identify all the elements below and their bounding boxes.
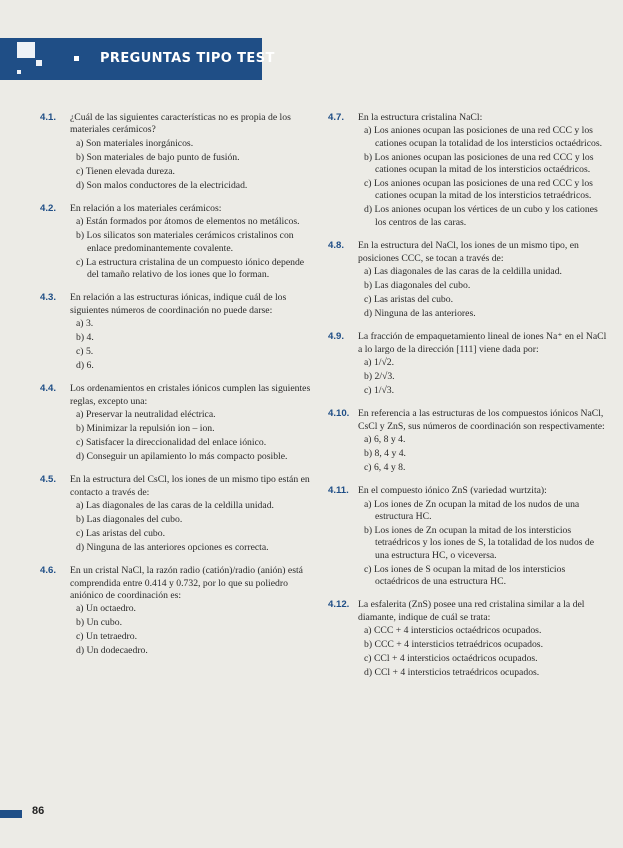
answer-option: b) 2/√3.: [364, 370, 395, 382]
question-text: En el compuesto iónico ZnS (variedad wurtzita):: [358, 485, 547, 497]
answer-option: b) Minimizar la repulsión ion – ion.: [76, 423, 215, 435]
answer-option: a) 1/√2.: [364, 356, 395, 368]
answer-option: c) Los iones de S ocupan la mitad de los intersticios octaédricos de una estructura HC.: [364, 563, 566, 587]
question: [328, 599, 610, 679]
question: [40, 292, 318, 372]
question-number: 4.9.: [328, 331, 345, 343]
answer-option: a) Las diagonales de las caras de la celdilla unidad.: [76, 500, 274, 512]
answer-option: d) Conseguir un apilamiento lo más compacto posible.: [76, 450, 288, 462]
answer-option: d) Un dodecaedro.: [76, 645, 148, 657]
answer-option: c) Los aniones ocupan las posiciones de una red CCC y los cationes ocupan la mitad de los intersticios tetraédricos.: [364, 178, 593, 202]
answer-option: c) Las aristas del cubo.: [364, 293, 454, 305]
answer-option: a) CCC + 4 intersticios octaédricos ocupados.: [364, 625, 542, 637]
decorative-square-icon: [36, 60, 42, 66]
question: [328, 331, 610, 397]
question-number: 4.6.: [40, 565, 57, 577]
question: [328, 112, 610, 229]
answer-option: a) Los aniones ocupan las posiciones de una red CCC y los cationes ocupan la totalidad de los intersticios octaédricos.: [364, 125, 603, 149]
question-number: 4.5.: [40, 474, 57, 486]
question-text: En referencia a las estructuras de los compuestos iónicos NaCl, CsCl y ZnS, sus números de coordinación son respectivamente:: [358, 408, 605, 432]
question-number: 4.3.: [40, 292, 57, 304]
question-text: En la estructura del CsCl, los iones de un mismo tipo están en contacto a través de:: [70, 474, 310, 498]
answer-option: a) Están formados por átomos de elementos no metálicos.: [76, 216, 300, 228]
question-number: 4.7.: [328, 112, 345, 123]
question-number: 4.8.: [328, 240, 345, 252]
decorative-square-icon: [17, 70, 21, 74]
answer-option: d) 6.: [76, 359, 94, 371]
answer-option: d) Los aniones ocupan los vértices de un cubo y los cationes los centros de las caras.: [364, 204, 598, 228]
question-text: En un cristal NaCl, la razón radio (catión)/radio (anión) está comprendida entre 0.414 y 0.732, por lo que su poliedro aniónico de coordinación es:: [70, 565, 303, 601]
question: [40, 565, 318, 657]
question-text: En relación a los materiales cerámicos:: [70, 202, 222, 214]
left-column: [40, 112, 318, 669]
question-text: En la estructura cristalina NaCl:: [358, 112, 483, 123]
section-title: PREGUNTAS TIPO TEST: [100, 51, 275, 66]
answer-option: b) Un cubo.: [76, 617, 123, 629]
question-text: Los ordenamientos en cristales iónicos cumplen las siguientes reglas, excepto una:: [70, 383, 311, 407]
question-text: En la estructura del NaCl, los iones de un mismo tipo, en posiciones CCC, se tocan a través de:: [358, 240, 579, 264]
answer-option: c) La estructura cristalina de un compuesto iónico depende del tamaño relativo de los iones que lo forman.: [76, 256, 305, 280]
answer-option: a) 3.: [76, 318, 94, 330]
question-text: En relación a las estructuras iónicas, indique cuál de los siguientes números de coordinación no puede darse:: [70, 292, 287, 316]
decorative-square-icon: [17, 42, 35, 58]
question-number: 4.12.: [328, 599, 350, 611]
question: [328, 240, 610, 320]
answer-option: c) 1/√3.: [364, 384, 395, 396]
question: [328, 408, 610, 474]
answer-option: a) 6, 8 y 4.: [364, 433, 406, 445]
answer-option: c) 5.: [76, 346, 94, 357]
answer-option: c) 6, 4 y 8.: [364, 461, 406, 473]
answer-option: b) 8, 4 y 4.: [364, 447, 406, 459]
question-text: ¿Cuál de las siguientes características no es propia de los materiales cerámicos?: [70, 112, 291, 136]
answer-option: a) Los iones de Zn ocupan la mitad de los nudos de una estructura HC.: [364, 498, 580, 522]
page-number-bar: [0, 810, 22, 818]
right-column: [328, 112, 610, 690]
answer-option: b) Los silicatos son materiales cerámicos cristalinos con enlace predominantemente covalente.: [76, 230, 294, 254]
question: [40, 203, 318, 281]
answer-option: b) CCC + 4 intersticios tetraédricos ocupados.: [364, 639, 543, 651]
answer-option: c) Satisfacer la direccionalidad del enlace iónico.: [76, 436, 267, 448]
answer-option: b) 4.: [76, 332, 94, 344]
question-number: 4.4.: [40, 383, 57, 395]
answer-option: b) Las diagonales del cubo.: [76, 513, 183, 525]
page-number: 86: [32, 805, 45, 817]
answer-option: b) Las diagonales del cubo.: [364, 279, 471, 291]
question-text: La esfalerita (ZnS) posee una red cristalina similar a la del diamante, indique de cuál se trata:: [358, 599, 585, 623]
answer-option: c) CCl + 4 intersticios octaédricos ocupados.: [364, 653, 538, 665]
answer-option: d) Ninguna de las anteriores opciones es correcta.: [76, 541, 269, 553]
question-number: 4.2.: [40, 202, 57, 214]
question: [40, 112, 318, 192]
question-number: 4.1.: [40, 112, 57, 123]
question-number: 4.11.: [328, 485, 349, 497]
question-text: La fracción de empaquetamiento lineal de iones Na⁺ en el NaCl a lo largo de la dirección [111] viene dada por:: [358, 331, 607, 355]
answer-option: d) CCl + 4 intersticios tetraédricos ocupados.: [364, 666, 540, 678]
answer-option: c) Un tetraedro.: [76, 631, 138, 643]
answer-option: a) Un octaedro.: [76, 603, 136, 615]
question: [40, 474, 318, 554]
answer-option: b) Son materiales de bajo punto de fusión.: [76, 151, 240, 163]
answer-option: d) Son malos conductores de la electricidad.: [76, 179, 248, 191]
question-number: 4.10.: [328, 408, 350, 420]
answer-option: d) Ninguna de las anteriores.: [364, 307, 476, 319]
answer-option: a) Preservar la neutralidad eléctrica.: [76, 409, 216, 421]
answer-option: a) Son materiales inorgánicos.: [76, 137, 194, 149]
question: [328, 485, 610, 588]
answer-option: b) Los aniones ocupan las posiciones de una red CCC y los cationes ocupan la mitad de los intersticios octaédricos.: [364, 151, 594, 176]
answer-option: c) Tienen elevada dureza.: [76, 165, 175, 177]
answer-option: b) Los iones de Zn ocupan la mitad de los intersticios tetraédricos y los iones de S, la totalidad de los nudos de una estructura HC, o viceversa.: [364, 524, 594, 561]
answer-option: c) Las aristas del cubo.: [76, 527, 166, 539]
answer-option: a) Las diagonales de las caras de la celdilla unidad.: [364, 265, 562, 277]
question: [40, 383, 318, 463]
bullet-icon: [74, 56, 79, 61]
